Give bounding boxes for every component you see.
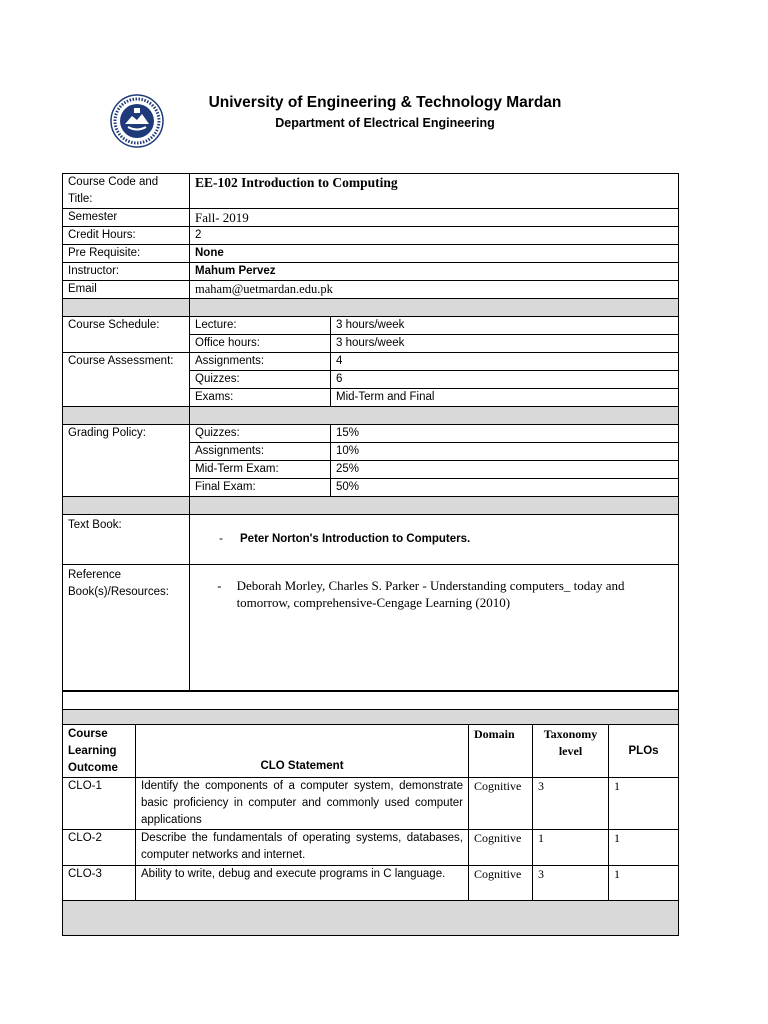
schedule-value: 3 hours/week xyxy=(331,317,679,335)
clo-domain: Cognitive xyxy=(469,866,533,901)
schedule-label: Course Schedule: xyxy=(63,317,190,353)
assessment-item: Exams: xyxy=(190,389,331,407)
assessment-item: Assignments: xyxy=(190,353,331,371)
reference-item: Deborah Morley, Charles S. Parker - Understanding computers_ today and tomorrow, comprehensive-Cengage Learning (2010) xyxy=(236,578,625,610)
spacer-row xyxy=(63,901,679,936)
table-row xyxy=(63,778,679,830)
table-row xyxy=(63,281,679,299)
assessment-item: Quizzes: xyxy=(190,371,331,389)
clo-table xyxy=(62,691,679,936)
table-row xyxy=(63,227,679,245)
credit-hours-label: Credit Hours: xyxy=(63,227,190,245)
reference-label: Reference Book(s)/Resources: xyxy=(63,565,190,691)
assessment-value: 6 xyxy=(331,371,679,389)
grading-item: Final Exam: xyxy=(190,479,331,497)
clo-taxonomy: 1 xyxy=(533,830,609,866)
clo-statement: Identify the components of a computer system, demonstrate basic proficiency in computer and commonly used computer applications xyxy=(136,778,469,830)
assessment-value: 4 xyxy=(331,353,679,371)
email-label: Email xyxy=(63,281,190,299)
clo-taxonomy-header: Taxonomy level xyxy=(533,725,609,778)
clo-id: CLO-3 xyxy=(63,866,136,901)
semester-label: Semester xyxy=(63,209,190,227)
table-row xyxy=(63,866,679,901)
textbook-item: Peter Norton's Introduction to Computers. xyxy=(240,533,471,545)
university-title: University of Engineering & Technology Mardan xyxy=(208,94,562,111)
spacer-row xyxy=(63,497,679,515)
schedule-value: 3 hours/week xyxy=(331,335,679,353)
grading-value: 25% xyxy=(331,461,679,479)
clo-plo: 1 xyxy=(609,866,679,901)
email-value[interactable]: maham@uetmardan.edu.pk xyxy=(190,281,679,299)
university-seal-icon xyxy=(110,94,164,148)
spacer-row xyxy=(63,407,679,425)
clo-statement: Describe the fundamentals of operating systems, databases, computer networks and internet. xyxy=(136,830,469,866)
table-row xyxy=(63,515,679,565)
bullet-dash: - xyxy=(219,533,223,545)
table-row xyxy=(63,425,679,443)
course-code-value: EE-102 Introduction to Computing xyxy=(190,174,679,209)
clo-plos-header: PLOs xyxy=(609,725,679,778)
department-title: Department of Electrical Engineering xyxy=(275,116,495,130)
textbook-cell xyxy=(190,515,679,565)
table-row xyxy=(63,263,679,281)
prerequisite-value: None xyxy=(190,245,679,263)
clo-header-row xyxy=(63,725,679,778)
table-row xyxy=(63,174,679,209)
clo-id: CLO-1 xyxy=(63,778,136,830)
clo-plo: 1 xyxy=(609,830,679,866)
table-row xyxy=(63,209,679,227)
table-row xyxy=(63,830,679,866)
spacer-row xyxy=(63,299,679,317)
course-info-table xyxy=(62,173,679,691)
clo-taxonomy: 3 xyxy=(533,866,609,901)
clo-outcome-header: Course Learning Outcome xyxy=(63,725,136,778)
textbook-label: Text Book: xyxy=(63,515,190,565)
instructor-label: Instructor: xyxy=(63,263,190,281)
clo-taxonomy: 3 xyxy=(533,778,609,830)
clo-statement-header: CLO Statement xyxy=(136,725,469,778)
prerequisite-label: Pre Requisite: xyxy=(63,245,190,263)
bullet-dash: - xyxy=(217,578,222,593)
course-code-label: Course Code and Title: xyxy=(63,174,190,209)
grading-item: Quizzes: xyxy=(190,425,331,443)
grading-value: 10% xyxy=(331,443,679,461)
reference-cell xyxy=(190,565,679,691)
clo-plo: 1 xyxy=(609,778,679,830)
grading-value: 15% xyxy=(331,425,679,443)
spacer-row xyxy=(63,710,679,725)
grading-value: 50% xyxy=(331,479,679,497)
table-row xyxy=(63,353,679,371)
clo-id: CLO-2 xyxy=(63,830,136,866)
grading-label: Grading Policy: xyxy=(63,425,190,497)
assessment-value: Mid-Term and Final xyxy=(331,389,679,407)
table-row xyxy=(63,317,679,335)
clo-domain: Cognitive xyxy=(469,830,533,866)
assessment-label: Course Assessment: xyxy=(63,353,190,407)
clo-domain-header: Domain xyxy=(469,725,533,778)
grading-item: Assignments: xyxy=(190,443,331,461)
clo-statement: Ability to write, debug and execute programs in C language. xyxy=(136,866,469,901)
clo-domain: Cognitive xyxy=(469,778,533,830)
schedule-item: Office hours: xyxy=(190,335,331,353)
instructor-value: Mahum Pervez xyxy=(190,263,679,281)
grading-item: Mid-Term Exam: xyxy=(190,461,331,479)
credit-hours-value: 2 xyxy=(190,227,679,245)
semester-value: Fall- 2019 xyxy=(190,209,679,227)
table-row xyxy=(63,565,679,691)
spacer-row xyxy=(63,692,679,710)
table-row xyxy=(63,245,679,263)
schedule-item: Lecture: xyxy=(190,317,331,335)
